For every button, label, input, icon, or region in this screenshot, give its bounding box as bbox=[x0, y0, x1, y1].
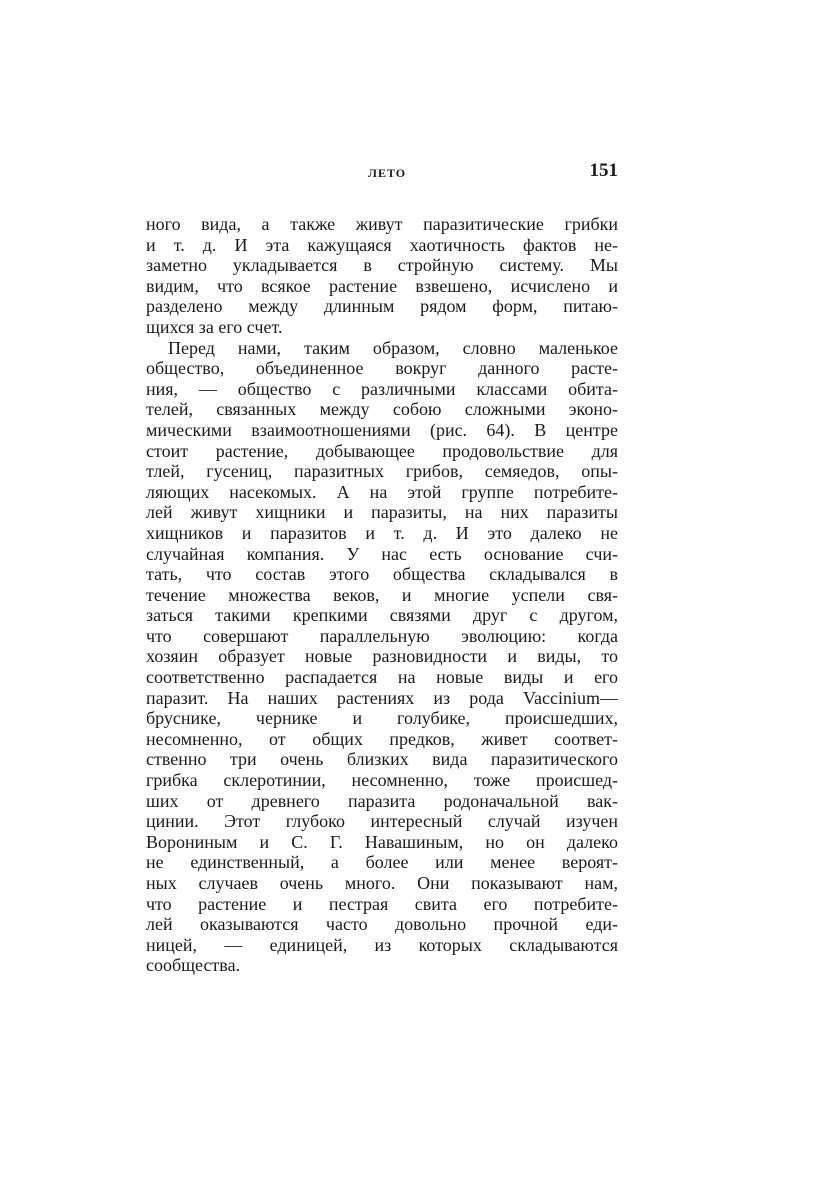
text-line: ных случаев очень много. Они показывают нам, bbox=[146, 873, 618, 893]
running-head bbox=[146, 160, 622, 188]
text-line: сообщества. bbox=[146, 955, 241, 976]
text-line: ния, — общество с различными классами обита- bbox=[146, 378, 618, 399]
text-line: ших от древнего паразита родоначальной вак- bbox=[146, 790, 618, 811]
text-line: Перед нами, таким образом, словно маленькое bbox=[168, 337, 618, 358]
text-line: Ворониным и С. Г. Навашиным, но он далеко bbox=[146, 831, 618, 852]
running-title: ЛЕТО bbox=[368, 166, 407, 180]
text-line: цинии. Этот глубоко интересный случай изучен bbox=[146, 811, 618, 832]
text-line: не единственный, а более или менее вероят- bbox=[146, 852, 618, 873]
text-line: грибка склеротинии, несомненно, тоже происшед- bbox=[146, 770, 618, 791]
text-line: что совершают параллельную эволюцию: когда bbox=[146, 625, 618, 646]
text-line: случайная компания. У нас есть основание счи- bbox=[146, 543, 618, 564]
text-line: паразит. На наших растениях из рода Vaccinium— bbox=[146, 687, 618, 708]
text-line: общество, объединенное вокруг данного расте- bbox=[146, 358, 618, 379]
page-number: 151 bbox=[589, 160, 618, 181]
text-line: щихся за его счет. bbox=[146, 316, 283, 337]
text-line: ляющих насекомых. А на этой группе потребите- bbox=[146, 481, 618, 502]
text-line: ственно три очень близких вида паразитического bbox=[146, 749, 618, 770]
body-text bbox=[146, 214, 618, 976]
text-line: разделено между длинным рядом форм, питаю- bbox=[146, 296, 618, 317]
text-line: ницей, — единицей, из которых складываются bbox=[146, 934, 618, 955]
text-line: бруснике, чернике и голубике, происшедших, bbox=[146, 708, 618, 729]
text-line: что растение и пестрая свита его потребите- bbox=[146, 893, 618, 914]
text-line: лей живут хищники и паразиты, на них паразиты bbox=[146, 502, 618, 523]
text-line: телей, связанных между собою сложными эконо- bbox=[146, 399, 618, 420]
text-line: хищников и паразитов и т. д. И это далеко не bbox=[146, 522, 618, 543]
text-line: несомненно, от общих предков, живет соответ- bbox=[146, 728, 618, 749]
text-line: мическими взаимоотношениями (рис. 64). В центре bbox=[146, 419, 618, 440]
text-line: и т. д. И эта кажущаяся хаотичность фактов не- bbox=[146, 234, 618, 255]
text-line: тлей, гусениц, паразитных грибов, семяедов, опы- bbox=[146, 461, 618, 482]
text-line: заться такими крепкими связями друг с другом, bbox=[146, 605, 618, 626]
text-line: заметно укладывается в стройную систему. Мы bbox=[146, 255, 618, 276]
text-line: лей оказываются часто довольно прочной еди- bbox=[146, 914, 618, 935]
text-line: стоит растение, добывающее продовольствие для bbox=[146, 440, 618, 461]
text-line: тать, что состав этого общества складывался в bbox=[146, 564, 618, 585]
text-line: ного вида, а также живут паразитические грибки bbox=[146, 214, 618, 234]
text-line: видим, что всякое растение взвешено, исчислено и bbox=[146, 275, 618, 296]
text-line: течение множества веков, и многие успели свя- bbox=[146, 584, 618, 605]
text-line: соответственно распадается на новые виды и его bbox=[146, 667, 618, 688]
text-line: хозяин образует новые разновидности и виды, то bbox=[146, 646, 618, 667]
